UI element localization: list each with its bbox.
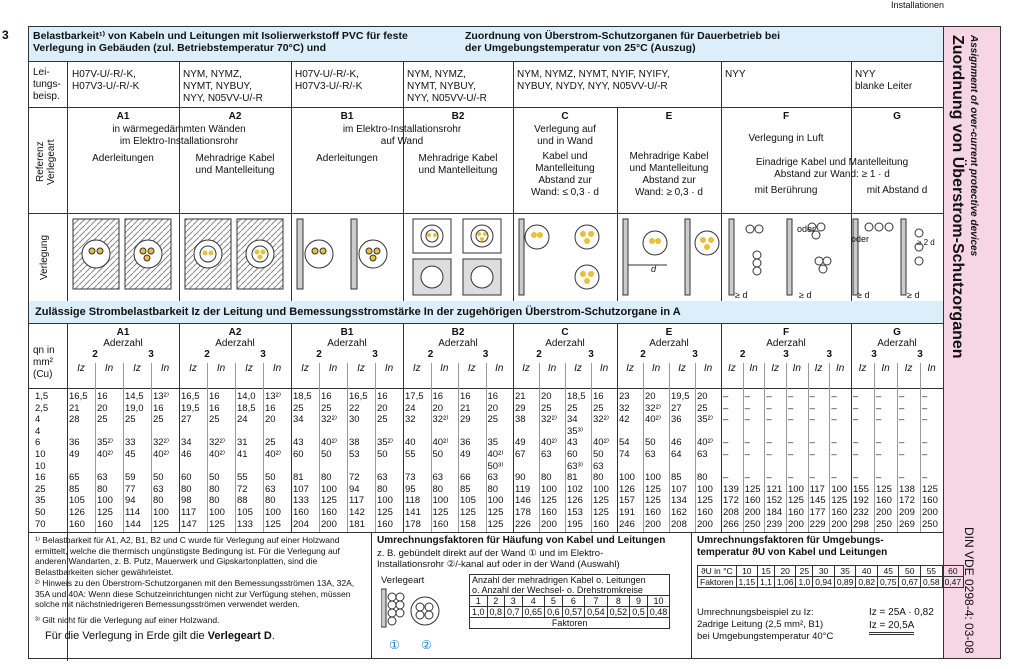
temp-row-1-label: ϑU in °C	[698, 566, 737, 577]
erde-suffix: .	[271, 630, 275, 642]
iz-header: Iz	[245, 363, 253, 374]
temp-value: 20	[774, 566, 796, 577]
footnote-1: ¹⁾ Belastbarkeit für A1, A2, B1, B2 und C wurde für Verlegung auf einer Holzwand ermittelt, welche die thermisch ungünstigste Bedingung ist. Für die Verlegung auf anderen Wandarten, z. B. Putz, Mauerwerk und Gipskartonplatten, sind die Belastbarkeiten sicher gewährleistet.	[35, 535, 340, 577]
d-label-e: d	[651, 264, 657, 274]
ge-d-f-1: ≥ d	[735, 290, 748, 300]
aderzahl-number: 3	[917, 349, 923, 360]
f-mit-beruehrung: mit Berührung	[754, 185, 818, 196]
aderzahl-number: 3	[783, 349, 789, 360]
value-column: 16 25 32²⁾ 40²⁾ 50 80 100 125 160 200	[321, 391, 338, 530]
aderzahl-number: 3	[482, 349, 489, 360]
table-title-right: Zuordnung von Überstrom-Schutzorganen für Dauerbetrieb bei der Umgebungstemperatur von 25°C (Auszug)	[465, 30, 781, 54]
footnote-2: ²⁾ Hinweis zu den Überstrom-Schutzorganen mit den Bemessungsströmen 13A, 32A, 35A und 40A: Wenn diese Schutzeinrichtungen nicht zur Verfügung stehen, müssen solche mit nächstniedrigeren Bemessungsströmen verwendet werden.	[35, 578, 355, 609]
in-header: In	[599, 363, 609, 374]
haeufung-factor: 0,65	[522, 607, 545, 618]
in-header: In	[547, 363, 557, 374]
value-column: 20 32²⁾ 40²⁾ 50 63 100 125 125 160 200	[645, 391, 662, 530]
haeufung-desc-2: Installationsrohr ②/-kanal auf oder in der Wand (Auswahl)	[377, 559, 620, 570]
ge-d-g-2: ≥ d	[907, 290, 920, 300]
oder-f-2: oder	[851, 234, 870, 244]
value-column: 18,5 25 34 43 60 81 107 133 160 204	[293, 391, 312, 530]
haeufung-head-1: Anzahl der mehradrigen Kabel o. Leitungen	[470, 575, 670, 586]
haeufung-count: 10	[647, 596, 670, 607]
haeufung-factor: 0,7	[505, 607, 523, 618]
temp-factor: 1,0	[796, 577, 813, 588]
group-code-b2: B2	[451, 327, 465, 338]
in-header: In	[927, 363, 936, 374]
table-title-left: Belastbarkeit¹⁾ von Kabeln und Leitungen mit Isolierwerkstoff PVC für feste Verlegung in Gebäuden (zul. Betriebstemperatur 70°C) und	[33, 30, 408, 54]
leitung-a2: NYM, NYMZ, NYMT, NYBUY, NYY, N05VV-U/-R	[183, 69, 263, 104]
haeufung-count: 1	[470, 596, 488, 607]
aderzahl-label: Aderzahl	[438, 338, 478, 349]
haeufung-factor: 0,48	[647, 607, 670, 618]
group-code-e: E	[665, 327, 673, 338]
iz-header: Iz	[771, 363, 780, 374]
haeufung-count: 2	[487, 596, 505, 607]
group-code-b1: B1	[340, 327, 354, 338]
value-column: – – – – – – 100 125 160 200	[831, 391, 848, 530]
value-column: 16 20 25 35 40²⁾ 50³⁾ 63 80 100 125 125	[487, 391, 504, 530]
desc-a: in wärmegedämmten Wänden im Elektro-Installationsrohr	[112, 124, 246, 147]
aderzahl-number: 3	[826, 349, 833, 360]
temp-factor: 0,75	[877, 577, 899, 588]
section-label: Installationen	[890, 0, 944, 10]
leitung-a1: H07V-U/-R/-K, H07V3-U/-R/-K	[72, 69, 140, 92]
main-table	[28, 26, 962, 659]
temp-factor: 1,15	[736, 577, 758, 588]
value-column: 16,5 22 30 38 53 72 94 117 142 181	[349, 391, 368, 530]
aderzahl-label: Aderzahl	[545, 338, 585, 349]
in-header: In	[440, 363, 449, 374]
leitung-g: NYY blanke Leiter	[855, 69, 913, 92]
value-column: 16 20 25 35²⁾ 40²⁾ 63 80 100 125 160	[97, 391, 114, 530]
value-column: – – – – – – 139 172 208 266	[723, 391, 739, 530]
group-code-a1: A1	[116, 327, 130, 338]
haeufung-factor: 0,54	[585, 607, 608, 618]
iz-header: Iz	[133, 363, 141, 374]
aderzahl-number: 2	[739, 349, 746, 360]
value-column: 21 29 38 49 67 90 119 146 178 226	[515, 391, 531, 530]
in-header: In	[651, 363, 661, 374]
desc-f: Verlegung in Luft	[748, 133, 824, 144]
haeufung-count: 7	[585, 596, 608, 607]
g-mit-abstand: mit Abstand d	[866, 185, 928, 196]
ge-d-g-1: ≥ d	[857, 290, 870, 300]
aderzahl-number: 3	[372, 349, 378, 360]
footnote-3: ³⁾ Gilt nicht für die Verlegung auf einer Holzwand.	[35, 615, 220, 625]
code-a2: A2	[228, 111, 242, 122]
value-column: 23 32 42 54 74 100 126 157 191 246	[619, 391, 635, 530]
erde-prefix: Für die Verlegung in Erde gilt die	[45, 630, 208, 642]
page-marker: 3	[2, 28, 9, 42]
temp-value: 45	[877, 566, 899, 577]
temp-title-1: Umrechnungsfaktoren für Umgebungs-	[697, 535, 884, 546]
temp-table	[697, 565, 964, 588]
value-column: 20 25 35²⁾ 40²⁾ 63 80 100 125 160 200	[697, 391, 714, 530]
sub-b2: Mehradrige Kabel und Mantelleitung	[418, 153, 498, 176]
temp-value: 40	[856, 566, 878, 577]
in-header: In	[749, 363, 758, 374]
qn-label: qn in mm² (Cu)	[33, 345, 55, 380]
sub-c: Kabel und Mantelleitung Abstand zur Wand: ≤ 0,3 · d	[531, 151, 599, 198]
temp-example-2: 2adrige Leitung (2,5 mm², B1)	[697, 619, 824, 630]
value-column: 14,0 18,5 24 31 41 55 72 88 105 133	[237, 391, 256, 530]
haeufung-factor: 1,0	[470, 607, 488, 618]
sub-e: Mehradrige Kabel und Mantelleitung Abstand zur Wand: ≥ 0,3 · d	[629, 151, 709, 198]
aderzahl-number: 2	[427, 349, 434, 360]
temp-value: 50	[899, 566, 921, 577]
erde-note	[45, 630, 275, 642]
temp-factor: 0,47	[942, 577, 964, 588]
aderzahl-number: 3	[260, 349, 266, 360]
value-column: 16 25 32²⁾ 40²⁾ 50 63 80 100 125 125 160	[593, 391, 610, 530]
aderzahl-number: 3	[588, 349, 594, 360]
aderzahl-number: 3	[148, 349, 154, 360]
code-g: G	[893, 111, 901, 122]
aderzahl-number: 3	[871, 349, 877, 360]
sub-b1: Aderleitungen	[316, 153, 378, 164]
temp-factor: 0,82	[856, 577, 878, 588]
value-column: 16 16 25 32²⁾ 40²⁾ 50 80 80 100 125	[209, 391, 226, 530]
in-header: In	[272, 363, 282, 374]
value-column: – – – – – – 125 160 200 250	[876, 391, 892, 530]
haeufung-title: Umrechnungsfaktoren für Häufung von Kabel und Leitungen	[377, 535, 666, 546]
haeufung-desc-1: z. B. gebündelt direkt auf der Wand ① und im Elektro-	[377, 548, 604, 559]
din-reference: DIN VDE 0298-4: 03-08	[962, 527, 976, 654]
value-column: – – – – – – 155 192 232 298	[853, 391, 869, 530]
aderzahl-number: 2	[204, 349, 210, 360]
temp-factor: 1,06	[774, 577, 796, 588]
code-b1: B1	[340, 111, 354, 122]
side-title: Zuordnung von Überstrom-Schutzorganen	[949, 35, 966, 359]
haeufung-factors-label: Faktoren	[470, 618, 670, 629]
haeufung-head-2: o. Anzahl der Wechsel- o. Drehstromkreise	[470, 585, 670, 596]
iz-header: Iz	[626, 363, 634, 374]
in-header: In	[104, 363, 114, 374]
group-code-f: F	[782, 327, 790, 338]
haeufung-factor: 0,52	[607, 607, 630, 618]
qn-values: 1,5 2,5 4 4 6 10 10 16 25 35 50 70	[35, 391, 49, 530]
value-column: 16 21 29 36 49 66 85 105 125 158	[460, 391, 476, 530]
value-column: 18,5 25 34 35³⁾ 43 60 63³⁾ 81 102 126 153 195	[567, 391, 586, 530]
haeufung-count: 5	[545, 596, 563, 607]
iz-header: Iz	[574, 363, 582, 374]
value-column: – – – – – – 125 160 200 250	[922, 391, 938, 530]
group-code-g: G	[893, 327, 901, 338]
iz-header: Iz	[522, 363, 530, 374]
haeufung-factor: 0,8	[487, 607, 505, 618]
aderzahl-number: 2	[640, 349, 646, 360]
iz-header: Iz	[904, 363, 913, 374]
value-column: 14,5 19,0 25 33 45 59 77 94 114 144	[125, 391, 144, 530]
value-column: 19,5 27 36 46 64 85 107 134 162 208	[671, 391, 690, 530]
ge-2d-g: ≥ 2 d	[917, 238, 935, 247]
mark-2: ②	[421, 638, 432, 652]
in-header: In	[792, 363, 801, 374]
temp-example-1: Umrechnungsbeispiel zu Iz:	[697, 607, 814, 618]
haeufung-count: 4	[522, 596, 545, 607]
temp-example-3: bei Umgebungstemperatur 40°C	[697, 631, 834, 642]
in-header: In	[835, 363, 845, 374]
temp-value: 60	[942, 566, 964, 577]
haeufung-factor: 0,57	[562, 607, 585, 618]
referenz-label: Referenz Verlegeart	[35, 139, 57, 185]
mark-1: ①	[389, 638, 400, 652]
value-column: – – – – – – 100 125 160 200	[788, 391, 804, 530]
iz-header: Iz	[77, 363, 85, 374]
iz-header: Iz	[467, 363, 476, 374]
code-b2: B2	[451, 111, 465, 122]
temp-factor: 0,94	[813, 577, 835, 588]
code-e: E	[665, 111, 673, 122]
iz-header: Iz	[678, 363, 686, 374]
ge-d-f-2: ≥ d	[799, 290, 812, 300]
erde-bold: Verlegeart D	[207, 630, 272, 642]
temp-factor: 0,67	[899, 577, 921, 588]
leitung-f: NYY	[725, 69, 746, 80]
in-header: In	[384, 363, 394, 374]
temp-calc-2: Iz = 20,5A	[869, 620, 914, 635]
iz-header: Iz	[189, 363, 197, 374]
value-column: 13²⁾ 16 20 25 40²⁾ 50 63 80 100 125	[265, 391, 282, 530]
aderzahl-label: Aderzahl	[649, 338, 689, 349]
aderzahl-label: Aderzahl	[327, 338, 367, 349]
desc-c: Verlegung auf und in Wand	[534, 124, 596, 147]
iz-header: Iz	[727, 363, 736, 374]
aderzahl-number: 2	[92, 349, 98, 360]
aderzahl-label: Aderzahl	[215, 338, 255, 349]
iz-header: Iz	[301, 363, 309, 374]
temp-value: 30	[813, 566, 835, 577]
value-column: 16,5 19,5 27 34 46 60 80 98 117 147	[181, 391, 200, 530]
group-code-a2: A2	[228, 327, 242, 338]
in-header: In	[881, 363, 890, 374]
aderzahl-number: 3	[692, 349, 698, 360]
haeufung-count: 6	[562, 596, 585, 607]
value-column: 13²⁾ 16 25 32²⁾ 40²⁾ 50 63 80 100 125	[153, 391, 170, 530]
oder-f-1: oder	[797, 224, 816, 234]
in-header: In	[703, 363, 713, 374]
aderzahl-number: 2	[536, 349, 542, 360]
value-column: 20 25 32²⁾ 40²⁾ 63 80 100 125 160 200	[541, 391, 558, 530]
leitung-b2: NYM, NYMZ, NYMT, NYBUY, NYY, N05VV-U/-R	[407, 69, 487, 104]
verlegung-label: Verlegung	[39, 234, 50, 280]
haeufung-count: 3	[505, 596, 523, 607]
haeufung-count: 8	[607, 596, 630, 607]
iz-header: Iz	[858, 363, 867, 374]
temp-factor: 1,1	[758, 577, 775, 588]
strom-title: Zulässige Strombelastbarkeit Iz der Leitung und Bemessungsstromstärke In der zugehörigen Überstrom-Schutzorgane in A	[35, 306, 681, 318]
iz-header: Iz	[814, 363, 823, 374]
code-c: C	[561, 111, 569, 122]
value-column: – – – – – – 117 145 177 229	[809, 391, 826, 530]
temp-value: 25	[796, 566, 813, 577]
code-a1: A1	[116, 111, 130, 122]
aderzahl-label: Aderzahl	[103, 338, 143, 349]
haeufung-table	[469, 574, 670, 629]
in-header: In	[160, 363, 170, 374]
value-column: – – – – – – 138 172 209 269	[899, 391, 915, 530]
value-column: 16 20 25 35²⁾ 50 63 80 100 125 160	[377, 391, 394, 530]
iz-header: Iz	[357, 363, 365, 374]
temp-value: 10	[736, 566, 758, 577]
in-header: In	[328, 363, 338, 374]
aderzahl-label: Aderzahl	[877, 338, 917, 349]
value-column: – – – – – – 125 160 200 250	[744, 391, 761, 530]
side-subtitle: Assignment of over-current protective devices	[968, 35, 979, 257]
haeufung-factor: 0,6	[545, 607, 563, 618]
value-column: 16,5 21 28 36 49 65 85 105 126 160	[69, 391, 88, 530]
group-code-c: C	[561, 327, 569, 338]
haeufung-count: 9	[630, 596, 648, 607]
sub-f-g: Einadrige Kabel und Mantelleitung Abstand zur Wand: ≥ 1 · d	[755, 157, 909, 180]
value-column: 16 20 32²⁾ 40²⁾ 50 63 80 100 125 160	[432, 391, 449, 530]
temp-value: 15	[758, 566, 775, 577]
aderzahl-number: 2	[316, 349, 322, 360]
sub-a1: Aderleitungen	[92, 153, 154, 164]
temp-value: 55	[921, 566, 943, 577]
value-column: 17,5 24 32 40 55 73 95 118 141 178	[405, 391, 424, 530]
haeufung-diagram	[381, 587, 441, 637]
leitung-c-e-f: NYM, NYMZ, NYMT, NYIF, NYIFY, NYBUY, NYDY, NYY, N05VV-U/-R	[517, 69, 670, 92]
code-f: F	[782, 111, 790, 122]
value-column: – – – – – – 121 152 184 239	[766, 391, 783, 530]
temp-value: 35	[834, 566, 856, 577]
iz-header: Iz	[412, 363, 421, 374]
temp-calc-1: Iz = 25A · 0,82	[869, 607, 934, 618]
haeufung-factor: 0,5	[630, 607, 648, 618]
in-header: In	[216, 363, 226, 374]
temp-row-2-label: Faktoren	[698, 577, 737, 588]
sub-a2: Mehradrige Kabel und Mantelleitung	[195, 153, 275, 176]
leitung-label: Lei- tungs- beisp.	[33, 67, 61, 102]
verlegeart-label: Verlegeart	[381, 575, 425, 586]
aderzahl-label: Aderzahl	[766, 338, 806, 349]
temp-factor: 0,89	[834, 577, 856, 588]
temp-factor: 0,58	[921, 577, 943, 588]
desc-b: im Elektro-Installationsrohr auf Wand	[342, 124, 462, 147]
temp-title-2: temperatur ϑU von Kabel und Leitungen	[697, 547, 888, 558]
leitung-b1: H07V-U/-R/-K, H07V3-U/-R/-K	[295, 69, 363, 92]
in-header: In	[495, 363, 504, 374]
